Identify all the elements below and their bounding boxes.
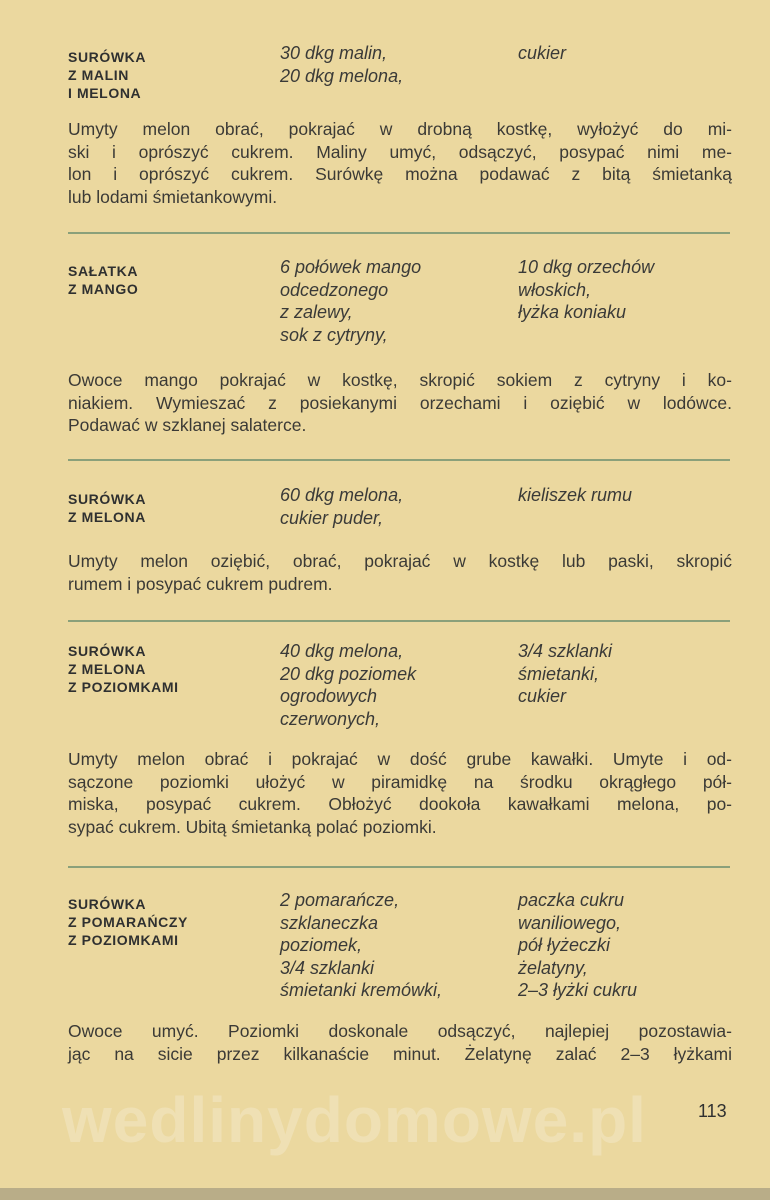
recipe-instructions [68,1020,732,1065]
recipe-title-line: I MELONA [68,85,142,101]
ingredients-column-2 [518,484,632,507]
text-line: lon i oprószyć cukrem. Surówkę można podawać z bitą śmietanką [68,164,732,184]
ingredient: cukier [518,43,567,63]
ingredients-column-1 [280,889,442,1002]
ingredient: włoskich, [518,279,592,300]
ingredient: kieliszek rumu [518,485,633,505]
recipe-title [68,262,268,298]
ingredient: sok z cytryny, [280,324,388,345]
ingredient: pół łyżeczki [518,935,611,955]
ingredient: 2–3 łyżki cukru [518,980,638,1000]
recipe-title [68,490,268,526]
ingredient: żelatyny, [518,957,588,978]
ingredients-column-1 [280,640,416,730]
text-line: Owoce mango pokrajać w kostkę, skropić sokiem z cytryny i ko- [68,370,732,390]
ingredient: łyżka koniaku [518,302,627,322]
recipe-title-line: SURÓWKA [68,643,147,659]
ingredient: 40 dkg melona, [280,641,404,661]
watermark: wedlinydomowe.pl [62,1084,647,1156]
ingredient: 20 dkg poziomek [280,663,417,684]
ingredient: 6 połówek mango [280,257,422,277]
ingredients-column-2 [518,256,654,324]
ingredient: poziomek, [280,935,363,955]
recipe-title-line: SAŁATKA [68,263,139,279]
text-line: ski i oprószyć cukrem. Maliny umyć, odsączyć, posypać nimi me- [68,141,732,162]
ingredient: z zalewy, [280,302,353,322]
recipe-instructions [68,550,732,595]
text-line: Podawać w szklanej salaterce. [68,415,307,435]
ingredient: szklaneczka [280,912,379,933]
ingredients-column-2 [518,889,637,1002]
recipe-title-line: Z MELONA [68,509,146,525]
ingredient: 30 dkg malin, [280,43,388,63]
ingredients-column-1 [280,256,421,346]
ingredient: cukier [518,686,567,706]
ingredient: 3/4 szklanki [280,957,375,978]
ingredient: 20 dkg melona, [280,65,404,86]
ingredients-column-1 [280,42,403,87]
section-divider [68,232,730,234]
text-line: niakiem. Wymieszać z posiekanymi orzechami i oziębić w lodówce. [68,392,732,413]
recipe-title-line: Z POZIOMKAMI [68,679,179,695]
ingredients-column-1 [280,484,403,529]
ingredient: śmietanki kremówki, [280,980,443,1000]
text-line: sączone poziomki ułożyć w piramidkę na środku okrągłego pół- [68,771,732,792]
text-line: Umyty melon obrać i pokrajać w dość grube kawałki. Umyte i od- [68,749,732,769]
text-line: lub lodami śmietankowymi. [68,186,278,207]
recipe-title [68,48,268,102]
ingredients-column-2 [518,640,612,708]
page-number: 113 [698,1101,727,1121]
recipe-title-line: SURÓWKA [68,491,147,507]
section-divider [68,459,730,461]
page-bottom-edge [0,1188,770,1200]
ingredient: cukier puder, [280,507,384,528]
recipe-title [68,895,268,949]
ingredient: 2 pomarańcze, [280,890,400,910]
text-line: miska, posypać cukrem. Obłożyć dookoła kawałkami melona, po- [68,794,732,814]
recipe-title-line: Z MANGO [68,281,139,297]
ingredient: 60 dkg melona, [280,485,404,505]
text-line: jąc na sicie przez kilkanaście minut. Żelatynę zalać 2–3 łyżkami [68,1043,732,1064]
ingredient: czerwonych, [280,708,381,729]
section-divider [68,620,730,622]
recipe-title-line: Z POZIOMKAMI [68,932,179,948]
ingredient: 3/4 szklanki [518,641,613,661]
recipe-instructions [68,748,732,838]
text-line: sypać cukrem. Ubitą śmietanką polać poziomki. [68,816,437,837]
ingredient: odcedzonego [280,279,389,300]
recipe-title-line: Z POMARAŃCZY [68,914,188,930]
text-line: Owoce umyć. Poziomki doskonale odsączyć, najlepiej pozostawia- [68,1021,732,1041]
ingredient: ogrodowych [280,686,378,706]
recipe-instructions [68,118,732,208]
text-line: Umyty melon oziębić, obrać, pokrajać w kostkę lub paski, skropić [68,551,732,571]
ingredient: waniliowego, [518,912,622,933]
recipe-title-line: SURÓWKA [68,896,147,912]
text-line: Umyty melon obrać, pokrajać w drobną kostkę, wyłożyć do mi- [68,119,732,139]
recipe-title [68,642,268,696]
recipe-title-line: SURÓWKA [68,49,147,65]
ingredient: 10 dkg orzechów [518,257,655,277]
ingredient: paczka cukru [518,890,625,910]
text-line: rumem i posypać cukrem pudrem. [68,573,333,594]
ingredients-column-2 [518,42,566,65]
recipe-title-line: Z MELONA [68,661,146,677]
recipe-title-line: Z MALIN [68,67,129,83]
section-divider [68,866,730,868]
ingredient: śmietanki, [518,663,600,684]
recipe-instructions [68,369,732,437]
